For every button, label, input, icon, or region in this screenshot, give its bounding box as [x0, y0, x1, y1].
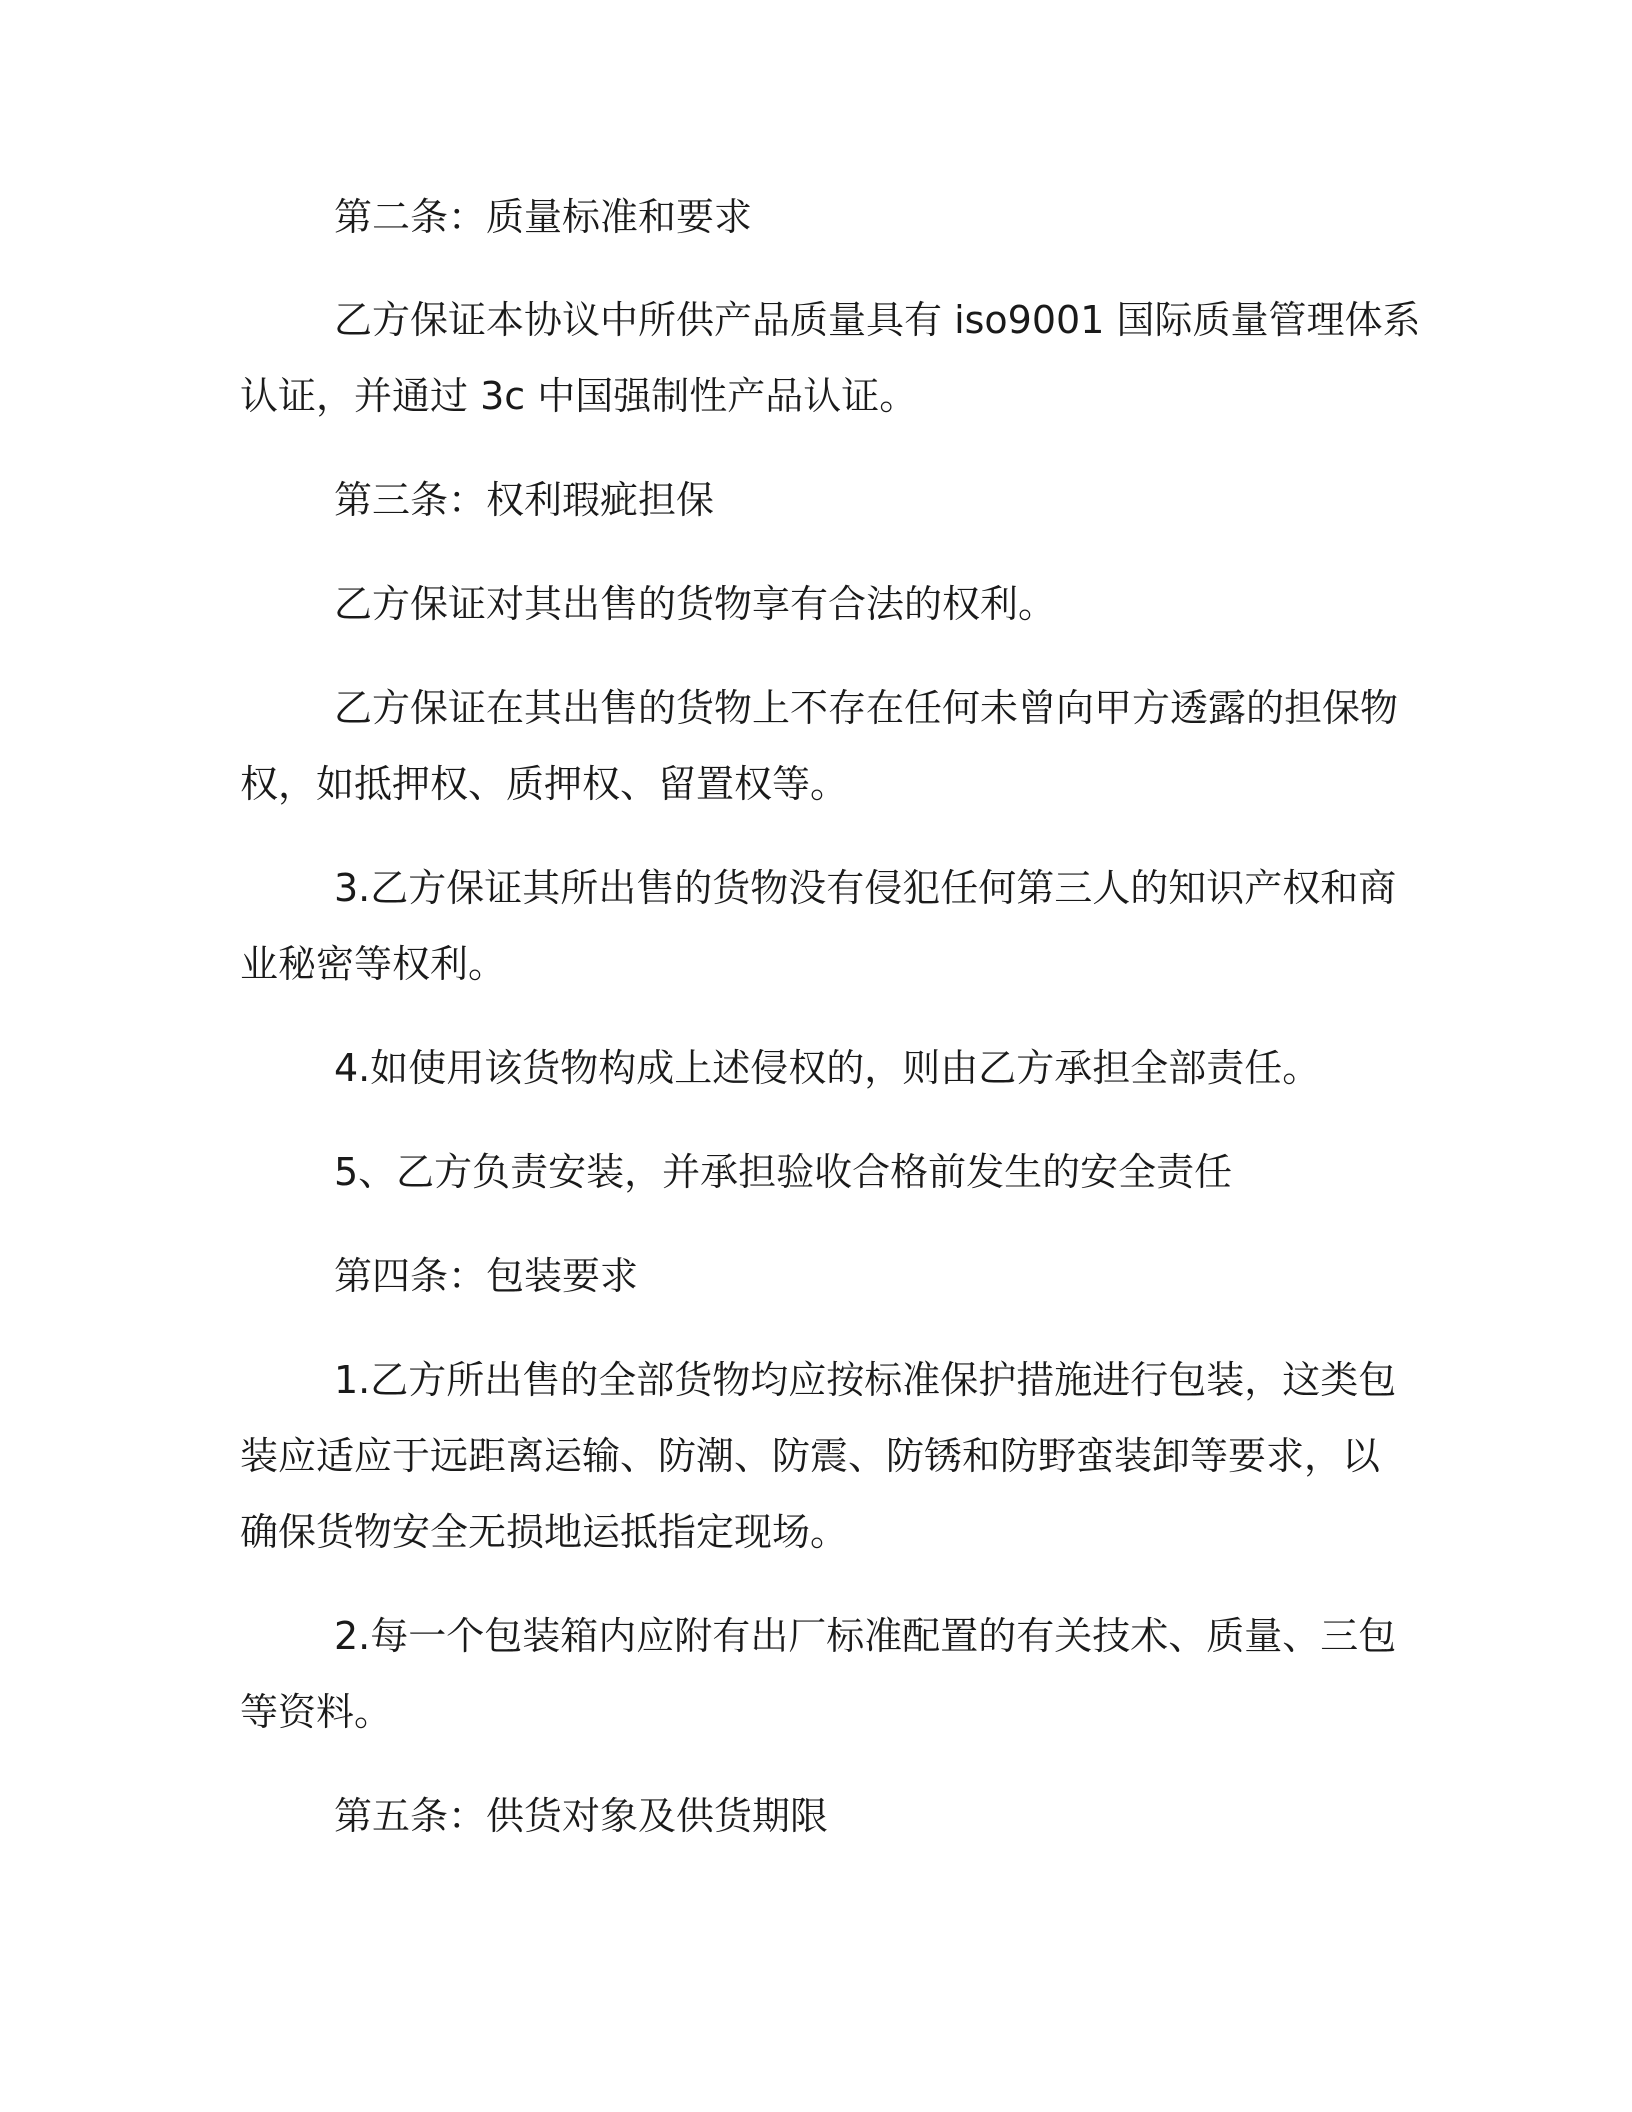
article-2-heading: 第二条：质量标准和要求	[334, 195, 753, 239]
paragraph-line: 3.乙方保证其所出售的货物没有侵犯任何第三人的知识产权和商	[334, 866, 1397, 910]
paragraph-line: 业秘密等权利。	[240, 942, 507, 986]
article-4-heading: 第四条：包装要求	[334, 1254, 639, 1298]
paragraph-line: 乙方保证对其出售的货物享有合法的权利。	[334, 582, 1057, 626]
paragraph-line: 乙方保证在其出售的货物上不存在任何未曾向甲方透露的担保物	[334, 686, 1399, 730]
paragraph-line: 5、乙方负责安装，并承担验收合格前发生的安全责任	[334, 1150, 1233, 1194]
paragraph-line: 1.乙方所出售的全部货物均应按标准保护措施进行包装，这类包	[334, 1358, 1397, 1402]
paragraph-line: 等资料。	[240, 1690, 393, 1734]
paragraph-line: 4.如使用该货物构成上述侵权的，则由乙方承担全部责任。	[334, 1046, 1321, 1090]
paragraph-line: 装应适应于远距离运输、防潮、防震、防锈和防野蛮装卸等要求，以	[240, 1434, 1381, 1478]
paragraph-line: 权，如抵押权、质押权、留置权等。	[240, 762, 849, 806]
paragraph-line: 认证，并通过 3c 中国强制性产品认证。	[240, 374, 918, 418]
paragraph-line: 确保货物安全无损地运抵指定现场。	[240, 1510, 849, 1554]
article-3-heading: 第三条：权利瑕疵担保	[334, 478, 715, 522]
paragraph-line: 2.每一个包装箱内应附有出厂标准配置的有关技术、质量、三包	[334, 1614, 1397, 1658]
paragraph-line: 乙方保证本协议中所供产品质量具有 iso9001 国际质量管理体系	[334, 298, 1421, 342]
article-5-heading: 第五条：供货对象及供货期限	[334, 1794, 829, 1838]
